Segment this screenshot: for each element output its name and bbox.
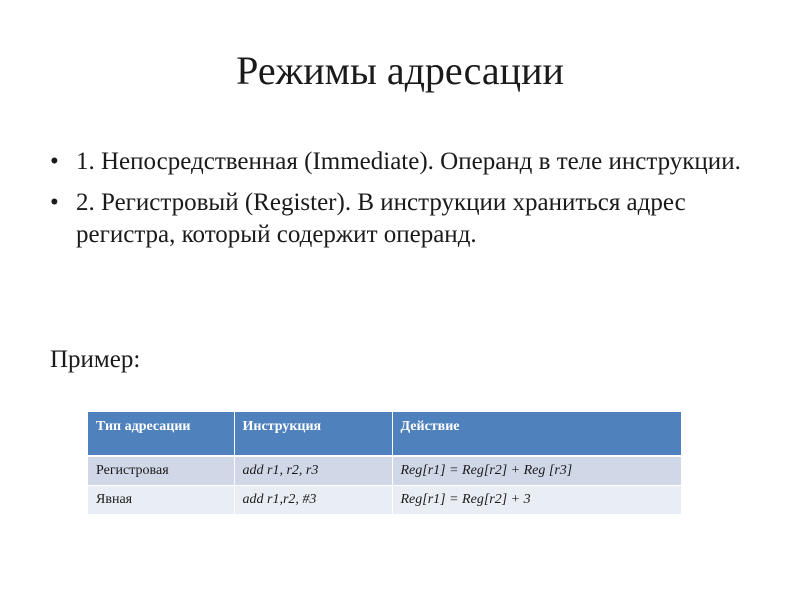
table-cell: Reg[r1] = Reg[r2] + Reg [r3] bbox=[392, 456, 681, 485]
bullet-text: 2. Регистровый (Register). В инструкции храниться адрес регистра, который содержит операнд. bbox=[76, 189, 686, 248]
bullet-text: 1. Непосредственная (Immediate). Операнд в теле инструкции. bbox=[76, 148, 741, 175]
table-cell: add r1,r2, #3 bbox=[234, 485, 392, 514]
addressing-table bbox=[88, 412, 681, 515]
bullet-item bbox=[50, 187, 750, 251]
table-cell: Явная bbox=[88, 485, 234, 514]
header-cell-instruction: Инструкция bbox=[234, 412, 392, 456]
header-cell-type: Тип адресации bbox=[88, 412, 234, 456]
table-cell: Reg[r1] = Reg[r2] + 3 bbox=[392, 485, 681, 514]
bullet-dot: • bbox=[50, 189, 59, 216]
bullet-list bbox=[50, 146, 750, 260]
bullet-item bbox=[50, 146, 750, 178]
table-cell: Регистровая bbox=[88, 456, 234, 485]
table-header-row bbox=[88, 412, 681, 456]
example-label: Пример: bbox=[50, 346, 141, 373]
table-row bbox=[88, 456, 681, 485]
bullet-dot: • bbox=[50, 148, 59, 175]
table-row bbox=[88, 485, 681, 514]
table-cell: add r1, r2, r3 bbox=[234, 456, 392, 485]
header-cell-action: Действие bbox=[392, 412, 681, 456]
slide-title: Режимы адресации bbox=[236, 48, 564, 93]
